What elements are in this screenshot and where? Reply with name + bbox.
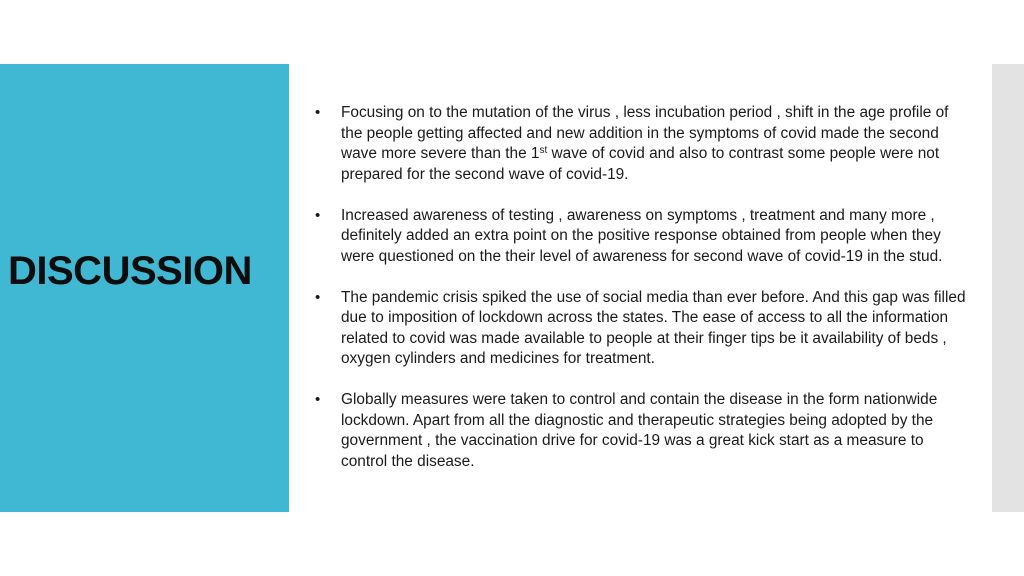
- bullet-point-icon: •: [315, 206, 321, 224]
- ordinal-superscript: st: [539, 145, 548, 156]
- bullet-text-part: Focusing on to the mutation of the virus , less incubation period , shift in the age profile of the people getting affected and new addition in the symptoms of covid made the second wave more severe than the 1: [341, 104, 949, 162]
- bullet-point-icon: •: [315, 104, 321, 121]
- bullet-item-mutation: [310, 103, 974, 185]
- content-area: [310, 103, 974, 472]
- bullet-point-icon: •: [315, 288, 321, 306]
- slide-title: DISCUSSION: [8, 249, 252, 293]
- bullet-text: [341, 104, 948, 183]
- bullet-text: The pandemic crisis spiked the use of social media than ever before. And this gap was filled due to imposition of lockdown across the states. The ease of access to all the information related to covid was made available to people at their finger tips be it availability of beds , oxygen cylinders and medicines for treatment.: [341, 288, 966, 367]
- bullet-text-part: wave of covid and also to contrast some people were not prepared for the second wave of covid-19.: [341, 145, 940, 183]
- bullet-item-awareness: [310, 206, 974, 268]
- bullet-text: Globally measures were taken to control and contain the disease in the form nationwide lockdown. Apart from all the diagnostic and therapeutic strategies being adopted by the government , the vaccination drive for covid-19 was a great kick start as a measure to control the disease.: [341, 391, 938, 470]
- bullet-point-icon: •: [315, 391, 321, 408]
- bullet-item-global-measures: [310, 390, 974, 472]
- bullet-item-social-media: [310, 288, 974, 370]
- bullet-text: Increased awareness of testing , awareness on symptoms , treatment and many more , definitely added an extra point on the positive response obtained from people when they were questioned on the their level of awareness for second wave of covid-19 in the stud.: [341, 206, 943, 265]
- side-strip: [992, 64, 1024, 512]
- bullet-list: [310, 103, 974, 472]
